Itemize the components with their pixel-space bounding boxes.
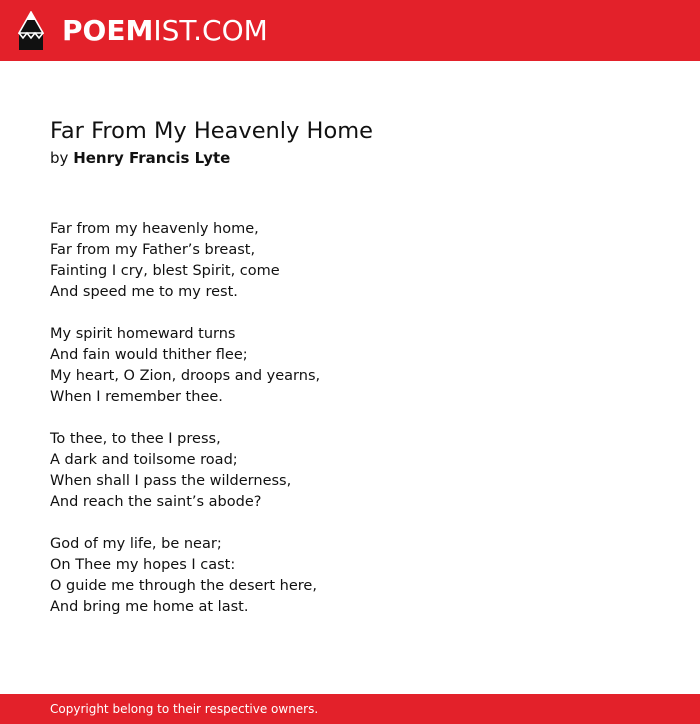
poem-line: And fain would thither flee;	[50, 347, 248, 363]
logo-light-text: IST.COM	[153, 13, 268, 47]
poem-line: O guide me through the desert here,	[50, 578, 317, 594]
poem-line: To thee, to thee I press,	[50, 431, 221, 447]
pencil-tip-icon[interactable]	[18, 11, 44, 51]
stanza	[50, 219, 650, 303]
poem-body	[50, 219, 650, 618]
poem-line: When I remember thee.	[50, 389, 223, 405]
site-header	[0, 0, 700, 61]
poem-line: My heart, O Zion, droops and yearns,	[50, 368, 321, 384]
poem-content	[50, 115, 650, 639]
site-footer	[0, 694, 700, 724]
logo-bold-text: POEM	[62, 13, 154, 47]
poem-line: And bring me home at last.	[50, 599, 249, 615]
stanza	[50, 429, 650, 513]
copyright-notice: Copyright belong to their respective owners.	[50, 702, 319, 716]
poem-line: On Thee my hopes I cast:	[50, 557, 236, 573]
poem-line: When shall I pass the wilderness,	[50, 473, 292, 489]
stanza	[50, 534, 650, 618]
poem-line: And speed me to my rest.	[50, 284, 238, 300]
site-logo[interactable]	[62, 13, 268, 47]
stanza	[50, 324, 650, 408]
poem-author: Henry Francis Lyte	[73, 149, 231, 167]
byline	[50, 148, 650, 168]
poem-line: Fainting I cry, blest Spirit, come	[50, 263, 280, 279]
poem-title: Far From My Heavenly Home	[50, 118, 373, 144]
poem-line: God of my life, be near;	[50, 536, 222, 552]
by-label: by	[50, 149, 69, 167]
poem-line: Far from my heavenly home,	[50, 221, 259, 237]
poem-line: Far from my Father’s breast,	[50, 242, 256, 258]
poem-line: And reach the saint’s abode?	[50, 494, 262, 510]
poem-line: My spirit homeward turns	[50, 326, 236, 342]
poem-line: A dark and toilsome road;	[50, 452, 238, 468]
